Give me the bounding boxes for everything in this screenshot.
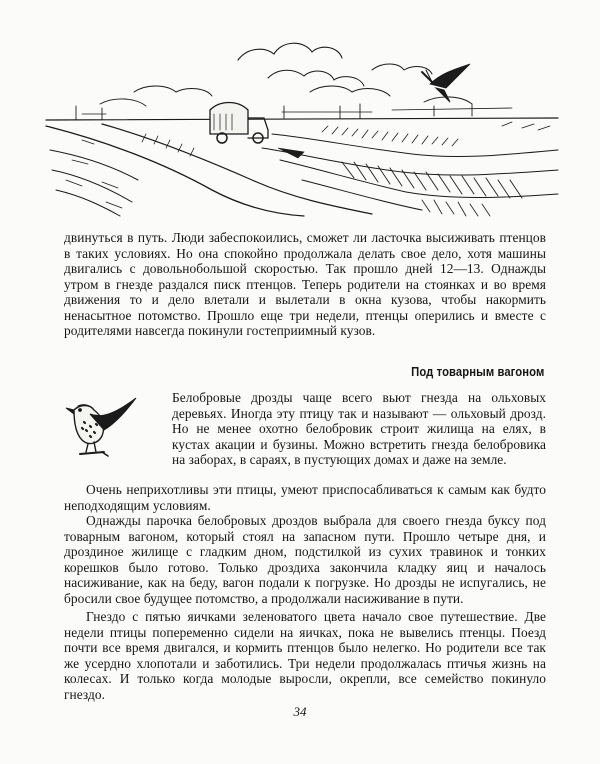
page-number: 34 bbox=[293, 704, 307, 719]
paragraph-journey: Гнездо с пятью яичками зеленоватого цвета начало свое путешествие. Две недели птицы попеременно сидели на яичках, пока не вывелись птенцы. Поезд почти все время двигался, и кормить птенцов было нелегко. Но родители все так же усердно хлопотали и заботились. Три недели продолжалась птичья жизнь на колесах. И только когда молодые выросли, окрепли, все семейство покинуло гнездо. bbox=[64, 609, 546, 702]
section-heading: Под товарным вагоном bbox=[410, 364, 544, 379]
paragraph-thrush-habitat: Белобровые дрозды чаще всего вьют гнезда на ольховых деревьях. Иногда эту птицу так и называют — ольховый дрозд. Но не менее охотно белобровик строит жилища на елях, в кустах акации и бузины. Можно встретить гнезда белобровика на заборах, в сараях, в пустующих домах и даже на земле. bbox=[172, 390, 546, 467]
paragraph-continuation: двинуться в путь. Люди забеспокоились, сможет ли ласточка высиживать птенцов в таких условиях. Но она спокойно продолжала делать свое дело, хотя машины двигались с довольнобольшой скоростью. Так прошло дней 12—13. Однажды утром в гнезде раздался писк птенцов. Теперь родители на стоянках и во время движения то и дело влетали и вылетали в окна кузова, чтобы накормить ненасытное потомство. Прошло еще три недели, птенцы оперились и вместе с родителями навсегда покинули гостеприимный кузов. bbox=[64, 230, 546, 338]
paragraph-nest-under-wagon: Однажды парочка белобровых дроздов выбрала для своего гнезда буксу под товарным вагоном, который стоял на запасном пути. Прошло четыре дня, и дроздиное жилище с гладким дном, подстилкой из сухих травинок и тонких корешков было готово. Только дроздиха закончила кладку яиц и началось насиживание, как на беду, вагон подали к погрузке. Но дрозды не испугались, не бросили свое будущее потомство, а продолжали насиживание в пути. bbox=[64, 513, 546, 606]
thrush-bird-icon bbox=[64, 396, 138, 460]
paragraph-adaptability: Очень неприхотливы эти птицы, умеют приспосабливаться к самым как будто неподходящим условиям. bbox=[64, 482, 546, 513]
steppe-illustration bbox=[42, 30, 564, 218]
